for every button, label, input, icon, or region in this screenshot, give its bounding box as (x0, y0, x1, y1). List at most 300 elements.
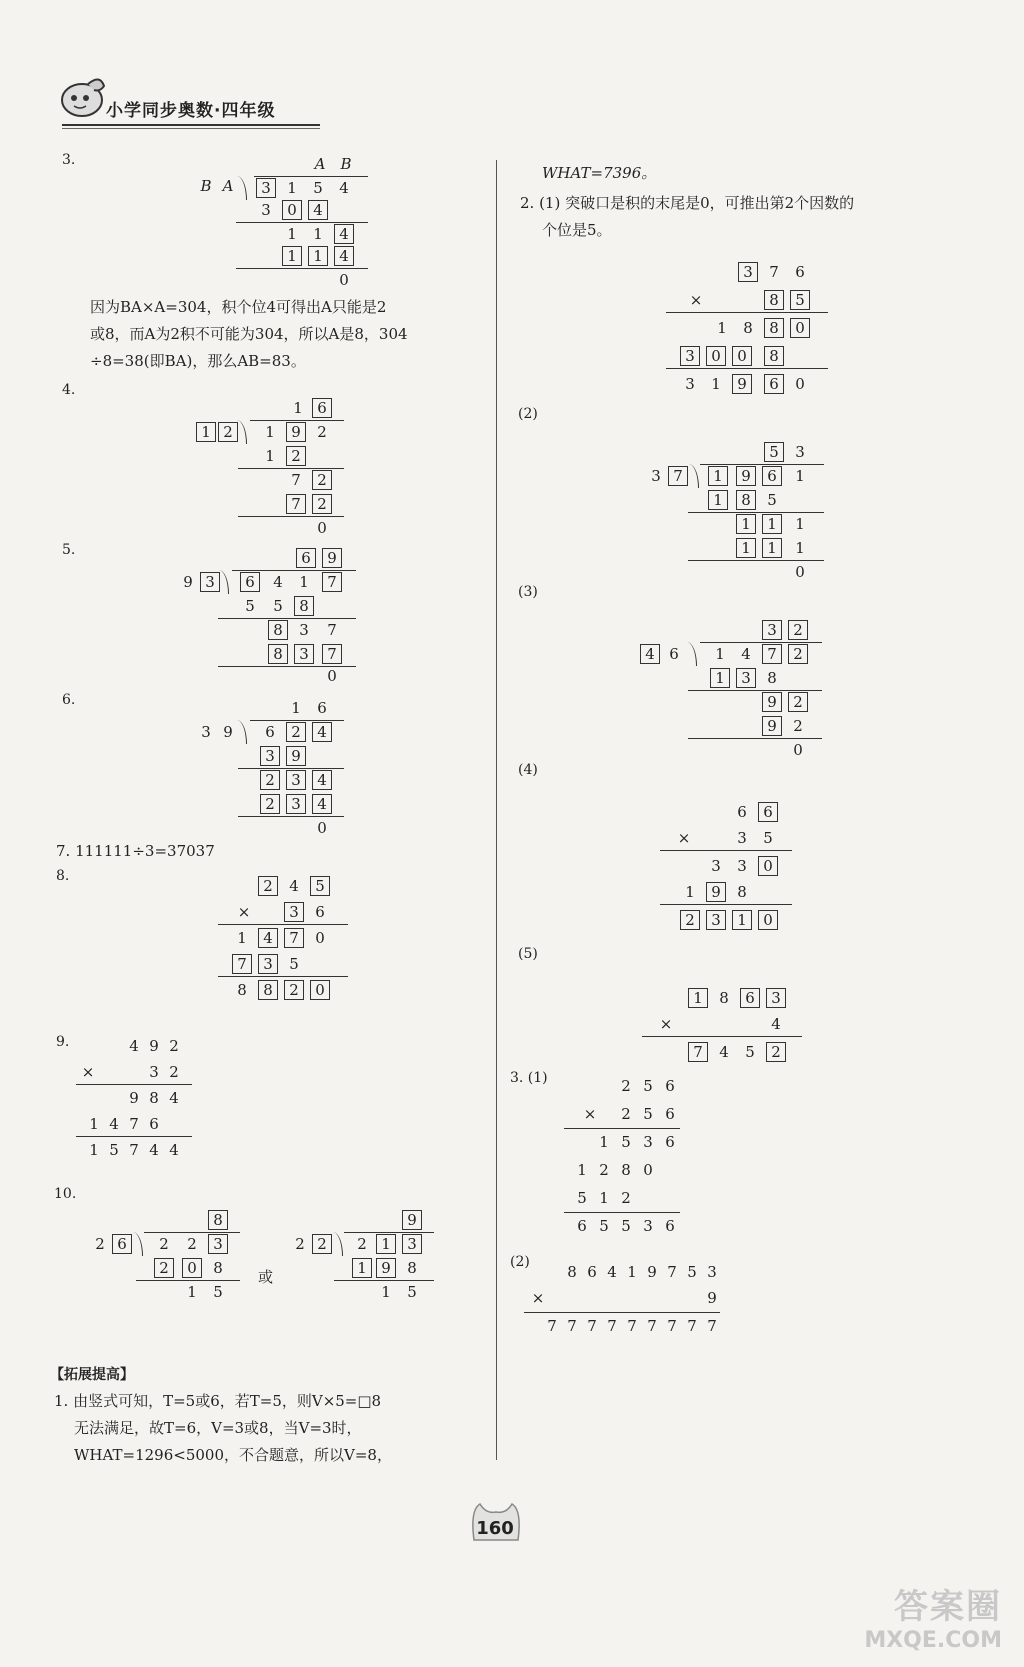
q6-quotient-digit: 6 (317, 699, 327, 717)
r2-4-rule (660, 904, 792, 905)
r2-2-divisor-digit: 3 (651, 467, 661, 485)
q6-rule (238, 768, 344, 769)
r3-1-digit: 5 (577, 1189, 587, 1207)
column-divider (496, 160, 497, 1460)
q4-dividend-digit: 2 (317, 423, 327, 441)
q3-step-digit: 3 (261, 201, 271, 219)
q6-divisor-digit: 9 (223, 723, 233, 741)
q8-digit: 7 (284, 928, 304, 948)
q4-remainder: 0 (317, 519, 327, 537)
r2-1-digit: 0 (790, 318, 810, 338)
q5-label: 5. (62, 542, 76, 558)
r2-3-divisor-digit: 4 (640, 644, 660, 664)
q3-step-digit: 1 (313, 225, 323, 243)
r3-2-digit: 4 (607, 1263, 617, 1281)
q9-multiplication (76, 1036, 196, 1176)
r3-1-digit: 6 (577, 1217, 587, 1235)
q3-rule (236, 222, 368, 223)
r2-4-digit: 6 (758, 802, 778, 822)
q10a-dividend-digit: 2 (159, 1235, 169, 1253)
q10b-dividend-digit: 3 (402, 1234, 422, 1254)
q4-step-digit: 7 (291, 471, 301, 489)
q4-dividend-digit: 1 (265, 423, 275, 441)
q9-digit: 5 (109, 1141, 119, 1159)
r3-2-digit: 7 (707, 1317, 717, 1335)
r2-4-digit: 3 (706, 910, 726, 930)
q6-dividend-digit: 6 (265, 723, 275, 741)
q10b-divisor-digit: 2 (295, 1235, 305, 1253)
q3-step-digit: 0 (282, 200, 302, 220)
q5-rule (218, 618, 356, 619)
q5-quotient-digit: 9 (322, 548, 342, 568)
q8-digit: 5 (289, 955, 299, 973)
extension-line: WHAT=1296<5000，不合题意，所以V=8， (74, 1446, 392, 1464)
q10b-dividend-digit: 2 (357, 1235, 367, 1253)
r2-3-step-digit: 2 (788, 692, 808, 712)
q5-step-digit: 5 (245, 597, 255, 615)
r2-3-remainder: 0 (793, 741, 803, 759)
r2-1-digit: 1 (711, 375, 721, 393)
q3-explanation-line: 因为BA×A=304，积个位4可得出A只能是2 (90, 298, 387, 316)
r3-1-digit: 5 (621, 1217, 631, 1235)
r2-4-digit: 3 (737, 857, 747, 875)
r2-1-rule (666, 368, 828, 369)
r2-1-multiplication (666, 262, 836, 402)
q8-times-sign: × (237, 903, 251, 921)
r2-1-digit: 3 (685, 375, 695, 393)
q10a-step-digit: 0 (182, 1258, 202, 1278)
q8-digit: 6 (315, 903, 325, 921)
r2-1-digit: 3 (680, 346, 700, 366)
q5-division-bar (232, 570, 356, 571)
q3-explanation-line: 或8，而A为2积不可能为304，所以A是8，304 (90, 325, 408, 343)
r3-2-digit: 7 (587, 1317, 597, 1335)
q9-digit: 3 (149, 1063, 159, 1081)
q9-digit: 7 (129, 1115, 139, 1133)
q6-quotient-digit: 1 (291, 699, 301, 717)
q9-digit: 4 (149, 1141, 159, 1159)
q8-digit: 7 (232, 954, 252, 974)
r2-2-bracket (688, 464, 699, 488)
q10a-quotient-digit: 8 (208, 1210, 228, 1230)
q3-step-digit: 4 (334, 246, 354, 266)
r2-2-step-digit: 5 (767, 491, 777, 509)
q9-digit: 2 (169, 1063, 179, 1081)
r2-4-digit: 3 (711, 857, 721, 875)
q3-step-digit: 1 (282, 246, 302, 266)
r2-3-division-bar (700, 642, 822, 643)
r2-1-digit: 8 (764, 346, 784, 366)
q8-rule (218, 976, 348, 977)
r2-3-bracket (686, 642, 697, 666)
r2-2-step-digit: 1 (795, 539, 805, 557)
q3-dividend-digit: 3 (256, 178, 276, 198)
q4-step-digit: 2 (286, 446, 306, 466)
q3-rule (236, 268, 368, 269)
q6-step-digit: 2 (260, 794, 280, 814)
q5-step-digit: 8 (268, 644, 288, 664)
r2-4-digit: 0 (758, 910, 778, 930)
q3-explanation (90, 294, 490, 375)
q8-label: 8. (56, 868, 70, 884)
q5-step-digit: 5 (273, 597, 283, 615)
r2-2-label: (2) (518, 406, 538, 422)
r3-1-digit: 5 (643, 1077, 653, 1095)
r2-2-division-bar (700, 464, 824, 465)
q6-step-digit: 4 (312, 794, 332, 814)
q10b-step-digit: 1 (352, 1258, 372, 1278)
q5-step-digit: 8 (268, 620, 288, 640)
q3-dividend-digit: 1 (287, 179, 297, 197)
q8-multiplication (218, 876, 358, 1016)
r2-5-digit: 4 (719, 1043, 729, 1061)
r3-2-digit: 8 (567, 1263, 577, 1281)
q10-label: 10. (54, 1186, 77, 1202)
q4-step-digit: 1 (265, 447, 275, 465)
r2-5-digit: 2 (766, 1042, 786, 1062)
q4-rule (238, 516, 344, 517)
header-title: 小学同步奥数·四年级 (106, 101, 276, 121)
r2-4-label: (4) (518, 762, 538, 778)
r2-5-rule (642, 1036, 802, 1037)
r2-2-dividend-digit: 9 (736, 466, 756, 486)
r2-5-digit: 6 (740, 988, 760, 1008)
r3-2-digit: 5 (687, 1263, 697, 1281)
r2-5-label: (5) (518, 946, 538, 962)
r3-2-digit: 7 (667, 1263, 677, 1281)
header-rule (62, 124, 320, 126)
r3-2-digit: 3 (707, 1263, 717, 1281)
q6-dividend-digit: 2 (286, 722, 306, 742)
r2-3-divisor-digit: 6 (669, 645, 679, 663)
q3-step-digit: 4 (334, 224, 354, 244)
r2-4-digit: 9 (706, 882, 726, 902)
q5-long-division (178, 548, 368, 685)
r3-2-digit: 1 (627, 1263, 637, 1281)
r3-1-digit: 1 (599, 1133, 609, 1151)
r3-2-times-sign: × (531, 1289, 545, 1307)
r2-3-long-division (640, 620, 830, 760)
q6-step-digit: 3 (286, 794, 306, 814)
q5-divisor-digit: 9 (183, 573, 193, 591)
q9-digit: 9 (149, 1037, 159, 1055)
r2-intro-line: 个位是5。 (542, 221, 612, 239)
r2-1-digit: 1 (717, 319, 727, 337)
r3-1-digit: 1 (599, 1189, 609, 1207)
extension-heading: 【拓展提高】 (50, 1367, 134, 1383)
q5-quotient-digit: 6 (296, 548, 316, 568)
q5-dividend-digit: 1 (299, 573, 309, 591)
q5-step-digit: 8 (294, 596, 314, 616)
q3-quotient-digit: B (340, 155, 352, 173)
q3-explanation-line: ÷8=38(即BA)，那么AB=83。 (90, 352, 306, 370)
q4-bracket (236, 420, 247, 444)
r2-4-rule (660, 850, 792, 851)
q6-step-digit: 3 (260, 746, 280, 766)
watermark-line: MXQE.COM (864, 1628, 1002, 1653)
q9-times-sign: × (81, 1063, 95, 1081)
q8-digit: 4 (289, 877, 299, 895)
r2-1-digit: 0 (732, 346, 752, 366)
q5-bracket (218, 570, 229, 594)
r3-2-digit: 7 (567, 1317, 577, 1335)
r2-3-dividend-digit: 1 (715, 645, 725, 663)
r2-5-digit: 1 (688, 988, 708, 1008)
q3-label: 3. (62, 152, 76, 168)
r3-1-digit: 2 (621, 1105, 631, 1123)
q10a-step-digit: 8 (213, 1259, 223, 1277)
r3-1-digit: 2 (621, 1077, 631, 1095)
q4-label: 4. (62, 382, 76, 398)
r3-1-digit: 6 (665, 1077, 675, 1095)
q6-long-division (196, 698, 356, 837)
q6-rule (238, 816, 344, 817)
q5-dividend-digit: 4 (273, 573, 283, 591)
q8-digit: 3 (284, 902, 304, 922)
r2-3-quotient-digit: 3 (762, 620, 782, 640)
q3-dividend-digit: 5 (313, 179, 323, 197)
r2-1-times-sign: × (689, 291, 703, 309)
r3-2-rule (524, 1312, 720, 1313)
r2-4-digit: 2 (680, 910, 700, 930)
q3-division-bar (254, 176, 368, 177)
q9-digit: 4 (109, 1115, 119, 1133)
q10a-division-bar (144, 1232, 240, 1233)
r2-2-long-division (646, 442, 836, 582)
r2-2-step-digit: 1 (708, 490, 728, 510)
r3-2-digit: 7 (627, 1317, 637, 1335)
r3-2-digit: 7 (647, 1317, 657, 1335)
q10b-step-digit: 9 (376, 1258, 396, 1278)
q9-digit: 7 (129, 1141, 139, 1159)
r3-1-digit: 5 (599, 1217, 609, 1235)
q4-divisor-digit: 2 (218, 422, 238, 442)
r2-1-digit: 8 (743, 319, 753, 337)
r2-5-digit: 3 (766, 988, 786, 1008)
watermark (864, 1579, 1002, 1653)
q6-step-digit: 4 (312, 770, 332, 790)
q9-digit: 8 (149, 1089, 159, 1107)
what-result: WHAT=7396。 (542, 164, 657, 182)
q8-digit: 2 (284, 980, 304, 1000)
r2-2-step-digit: 1 (762, 514, 782, 534)
r3-1-digit: 8 (621, 1161, 631, 1179)
r3-1-rule (564, 1212, 680, 1213)
q3-divisor-digit: A (222, 177, 234, 195)
r2-5-digit: 5 (745, 1043, 755, 1061)
r3-2-digit: 9 (707, 1289, 717, 1307)
r2-2-dividend-digit: 6 (762, 466, 782, 486)
q8-digit: 0 (310, 980, 330, 1000)
q9-digit: 1 (89, 1115, 99, 1133)
r2-2-step-digit: 1 (736, 514, 756, 534)
r2-3-label: (3) (518, 584, 538, 600)
q9-digit: 4 (169, 1089, 179, 1107)
q8-digit: 2 (258, 876, 278, 896)
q4-quotient-digit: 6 (312, 398, 332, 418)
q10-or-text: 或 (258, 1268, 274, 1286)
q4-long-division (196, 398, 356, 537)
q3-dividend-digit: 4 (339, 179, 349, 197)
q5-step-digit: 3 (294, 644, 314, 664)
r2-3-step-digit: 9 (762, 716, 782, 736)
q3-step-digit: 1 (287, 225, 297, 243)
extension-line: 无法满足，故T=6，V=3或8，当V=3时， (74, 1419, 362, 1437)
r2-2-quotient-digit: 3 (795, 443, 805, 461)
q10a-bracket (132, 1232, 143, 1256)
q10b-divisor-digit: 2 (312, 1234, 332, 1254)
r3-1-digit: 2 (621, 1189, 631, 1207)
r2-2-dividend-digit: 1 (708, 466, 728, 486)
r3-1-digit: 6 (665, 1105, 675, 1123)
r2-1-digit: 5 (790, 290, 810, 310)
r2-2-step-digit: 1 (736, 538, 756, 558)
r3-1-digit: 3 (643, 1133, 653, 1151)
q4-step-digit: 2 (312, 470, 332, 490)
r2-3-step-digit: 1 (710, 668, 730, 688)
q10b-remainder-digit: 5 (407, 1283, 417, 1301)
extension-paragraph (54, 1388, 494, 1469)
r2-2-step-digit: 1 (762, 538, 782, 558)
q9-digit: 6 (149, 1115, 159, 1133)
r3-2-digit: 7 (607, 1317, 617, 1335)
q9-rule (76, 1084, 192, 1085)
r3-2-digit: 7 (547, 1317, 557, 1335)
q6-dividend-digit: 4 (312, 722, 332, 742)
q10a-divisor-digit: 2 (95, 1235, 105, 1253)
r3-1-digit: 2 (599, 1161, 609, 1179)
header-rule-thin (62, 128, 320, 129)
q6-bracket (236, 720, 247, 744)
q3-remainder: 0 (339, 271, 349, 289)
r3-1-rule (564, 1128, 680, 1129)
r2-4-digit: 5 (763, 829, 773, 847)
q8-digit: 0 (315, 929, 325, 947)
r2-2-rule (688, 560, 824, 561)
q10a-dividend-digit: 2 (187, 1235, 197, 1253)
r3-1-digit: 6 (665, 1133, 675, 1151)
q4-divisor-digit: 1 (196, 422, 216, 442)
q5-divisor-digit: 3 (200, 572, 220, 592)
q3-long-division (196, 154, 396, 289)
r2-2-step-digit: 8 (736, 490, 756, 510)
r2-2-divisor-digit: 7 (668, 466, 688, 486)
r2-1-digit: 0 (795, 375, 805, 393)
r2-5-multiplication (642, 988, 812, 1078)
q9-label: 9. (56, 1034, 70, 1050)
r2-2-remainder: 0 (795, 563, 805, 581)
q9-digit: 1 (89, 1141, 99, 1159)
q8-digit: 8 (237, 981, 247, 999)
extension-line: 1. 由竖式可知，T=5或6，若T=5，则V×5=□8 (54, 1392, 382, 1410)
q10a-remainder-digit: 1 (187, 1283, 197, 1301)
r2-1-digit: 8 (764, 318, 784, 338)
q6-division-bar (250, 720, 344, 721)
q8-digit: 1 (237, 929, 247, 947)
q6-divisor-digit: 3 (201, 723, 211, 741)
q6-label: 6. (62, 692, 76, 708)
q10b-division-bar (344, 1232, 434, 1233)
q5-remainder: 0 (327, 667, 337, 685)
r3-1-times-sign: × (583, 1105, 597, 1123)
r2-3-step-digit: 2 (793, 717, 803, 735)
q10a-long-division (90, 1210, 250, 1310)
q4-step-digit: 7 (286, 494, 306, 514)
r3-1-label: 3. (1) (510, 1070, 548, 1086)
q3-step-digit: 1 (308, 246, 328, 266)
r2-4-digit: 8 (737, 883, 747, 901)
q9-rule (76, 1136, 192, 1137)
q10a-dividend-digit: 3 (208, 1234, 228, 1254)
q10b-dividend-digit: 1 (376, 1234, 396, 1254)
r2-2-step-digit: 1 (795, 515, 805, 533)
q7-answer: 7. 111111÷3=37037 (56, 842, 215, 860)
q8-digit: 4 (258, 928, 278, 948)
r2-1-digit: 7 (769, 263, 779, 281)
r2-4-digit: 0 (758, 856, 778, 876)
r3-1-digit: 0 (643, 1161, 653, 1179)
q3-bracket (236, 176, 247, 200)
r2-3-step-digit: 9 (762, 692, 782, 712)
q10b-step-digit: 8 (407, 1259, 417, 1277)
q5-step-digit: 7 (322, 644, 342, 664)
q3-step-digit: 4 (308, 200, 328, 220)
r2-3-dividend-digit: 4 (741, 645, 751, 663)
q10b-long-division (290, 1210, 450, 1310)
q5-step-digit: 7 (327, 621, 337, 639)
r3-2-digit: 7 (667, 1317, 677, 1335)
r2-1-digit: 8 (764, 290, 784, 310)
r3-2-digit: 7 (687, 1317, 697, 1335)
q10a-remainder-digit: 5 (213, 1283, 223, 1301)
r2-5-digit: 4 (771, 1015, 781, 1033)
q4-step-digit: 2 (312, 494, 332, 514)
r2-1-rule (666, 312, 828, 313)
r2-4-times-sign: × (677, 829, 691, 847)
q6-step-digit: 9 (286, 746, 306, 766)
r2-3-dividend-digit: 7 (762, 644, 782, 664)
q9-digit: 9 (129, 1089, 139, 1107)
r3-2-label: (2) (510, 1254, 530, 1270)
q10b-remainder-digit: 1 (381, 1283, 391, 1301)
q6-step-digit: 3 (286, 770, 306, 790)
r2-5-digit: 8 (719, 989, 729, 1007)
mascot-logo-icon (60, 74, 108, 118)
q8-digit: 8 (258, 980, 278, 1000)
r3-1-digit: 5 (643, 1105, 653, 1123)
q8-digit: 5 (310, 876, 330, 896)
r2-3-rule (688, 690, 822, 691)
r2-2-dividend-digit: 1 (795, 467, 805, 485)
page-number: 160 (476, 1518, 514, 1539)
r3-2-multiplication (524, 1262, 724, 1342)
q4-dividend-digit: 9 (286, 422, 306, 442)
q6-step-digit: 2 (260, 770, 280, 790)
r2-4-digit: 6 (737, 803, 747, 821)
r2-1-digit: 6 (795, 263, 805, 281)
r2-4-multiplication (660, 802, 800, 942)
q9-digit: 2 (169, 1037, 179, 1055)
q4-rule (238, 468, 344, 469)
q10a-step-digit: 2 (154, 1258, 174, 1278)
r2-5-times-sign: × (659, 1015, 673, 1033)
q4-quotient-digit: 1 (293, 399, 303, 417)
r2-3-quotient-digit: 2 (788, 620, 808, 640)
q10a-divisor-digit: 6 (112, 1234, 132, 1254)
r2-4-digit: 3 (737, 829, 747, 847)
r2-4-digit: 1 (685, 883, 695, 901)
r2-3-step-digit: 3 (736, 668, 756, 688)
